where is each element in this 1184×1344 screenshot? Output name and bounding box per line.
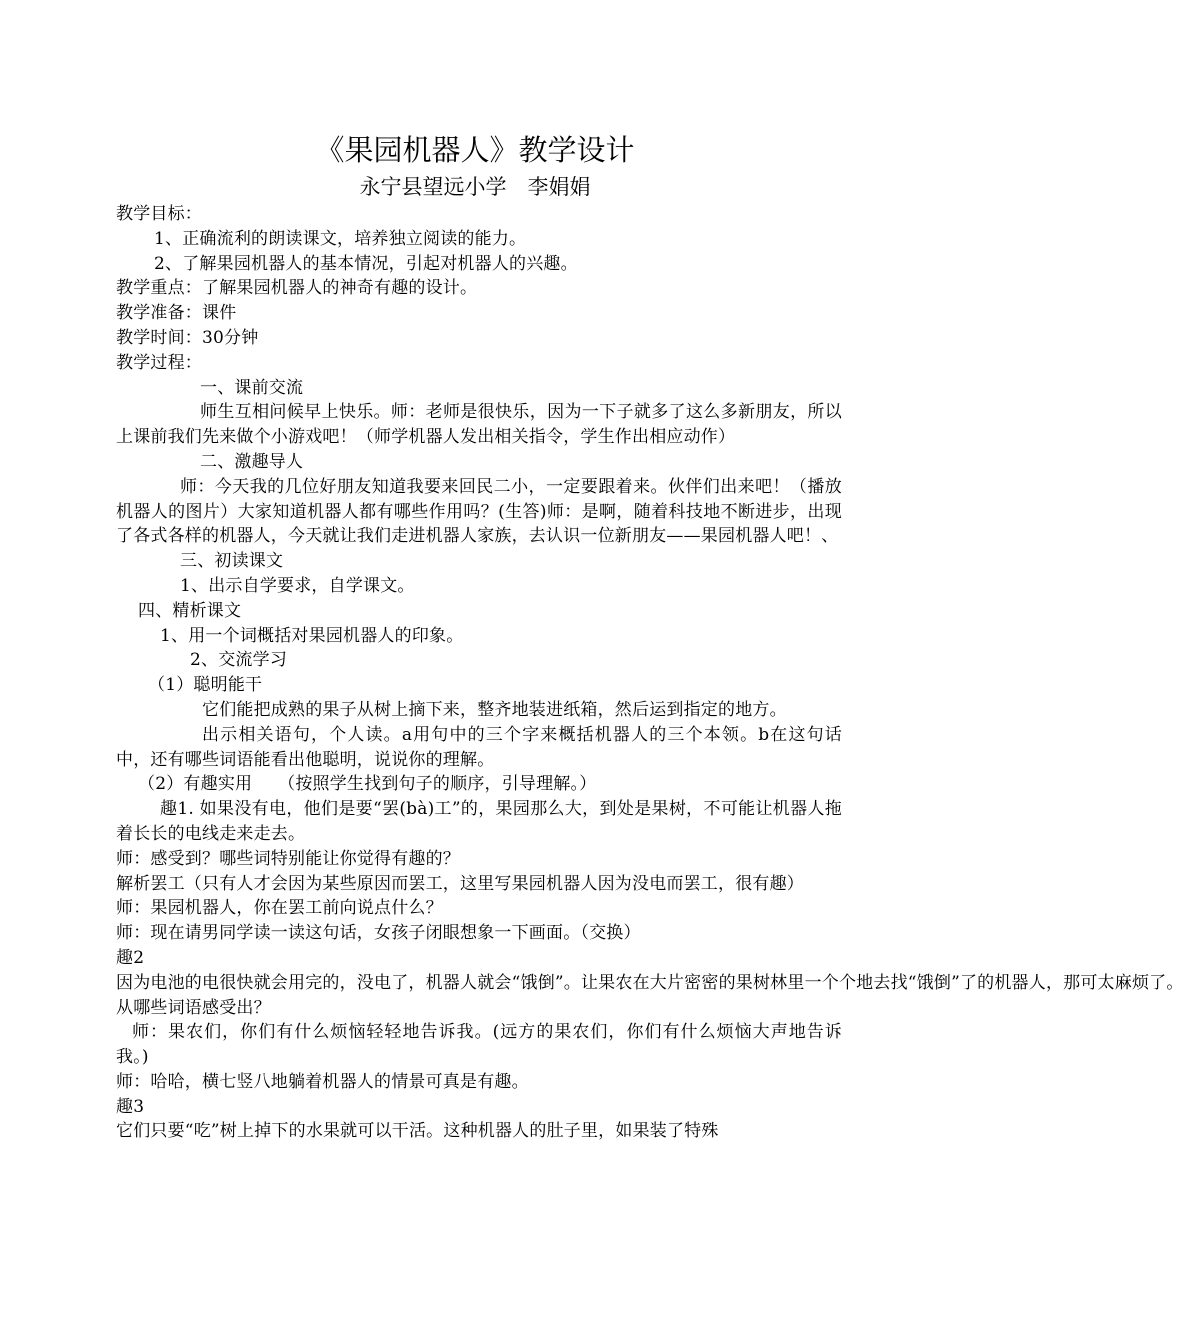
- paragraph: 2、了解果园机器人的基本情况，引起对机器人的兴趣。: [154, 253, 578, 274]
- paragraph: 教学重点：了解果园机器人的神奇有趣的设计。: [116, 278, 478, 299]
- paragraph: （1）聪明能干: [148, 675, 263, 696]
- paragraph: 二、激趣导人: [200, 451, 304, 472]
- paragraph: 1、正确流利的朗读课文，培养独立阅读的能力。: [154, 228, 527, 249]
- paragraph: 教学时间：30分钟: [116, 327, 259, 348]
- paragraph: 出示相关语句，个人读。a用句中的三个字来概括机器人的三个本领。b在这句话中，还有哪些词语能看出他聪明，说说你的理解。: [116, 724, 842, 770]
- document-title: 《果园机器人》教学设计: [315, 133, 635, 167]
- paragraph: 教学目标：: [116, 204, 202, 224]
- paragraph: 师：果农们，你们有什么烦恼轻轻地告诉我。(远方的果农们，你们有什么烦恼大声地告诉我。): [116, 1022, 842, 1068]
- paragraph: 一、课前交流: [200, 377, 304, 398]
- paragraph: 师：果园机器人，你在罢工前向说点什么？: [116, 898, 443, 919]
- paragraph: 2、交流学习: [190, 650, 288, 671]
- paragraph: 教学准备：课件: [116, 303, 237, 324]
- paragraph: 师：现在请男同学读一读这句话，女孩子闭眼想象一下画面。（交换）: [116, 923, 641, 944]
- paragraph: 因为电池的电很快就会用完的，没电了，机器人就会“饿倒”。让果农在大片密密的果树林里一个个地去找“饿倒”了的机器人，那可太麻烦了。: [116, 972, 1184, 993]
- paragraph: 师：今天我的几位好朋友知道我要来回民二小，一定要跟着来。伙伴们出来吧！（播放机器人的图片）大家知道机器人都有哪些作用吗？(生答)师：是啊，随着科技地不断进步，出现了各式各样的机器人，今天就让我们走进机器人家族，去认识一位新朋友——果园机器人吧！、: [116, 476, 842, 547]
- paragraph: 四、精析课文: [138, 600, 242, 621]
- document-subtitle: 永宁县望远小学 李娟娟: [359, 175, 591, 199]
- paragraph: 教学过程：: [116, 352, 202, 373]
- paragraph: 它们能把成熟的果子从树上摘下来，整齐地装进纸箱，然后运到指定的地方。: [202, 699, 787, 720]
- paragraph: 1、出示自学要求，自学课文。: [180, 575, 415, 596]
- paragraph: 解析罢工（只有人才会因为某些原因而罢工，这里写果园机器人因为没电而罢工，很有趣）: [116, 873, 804, 894]
- paragraph: 它们只要“吃”树上掉下的水果就可以干活。这种机器人的肚子里，如果装了特殊: [116, 1121, 719, 1142]
- paragraph: 趣2: [116, 947, 145, 968]
- paragraph: 趣1. 如果没有电，他们是要“罢(bà)工”的，果园那么大，到处是果树，不可能让机器人拖着长长的电线走来走去。: [116, 799, 842, 844]
- paragraph: 趣3: [116, 1096, 145, 1117]
- paragraph: 三、初读课文: [180, 551, 284, 572]
- paragraph: 师：感受到？哪些词特别能让你觉得有趣的？: [116, 848, 460, 869]
- document-body: [116, 202, 1184, 1144]
- paragraph: 师：哈哈，横七竖八地躺着机器人的情景可真是有趣。: [116, 1071, 529, 1092]
- paragraph: 师生互相问候早上快乐。师：老师是很快乐，因为一下子就多了这么多新朋友，所以上课前我们先来做个小游戏吧！（师学机器人发出相关指令，学生作出相应动作）: [116, 402, 842, 448]
- paragraph: （2）有趣实用 （按照学生找到句子的顺序，引导理解。）: [138, 774, 597, 795]
- paragraph: 从哪些词语感受出？: [116, 997, 271, 1018]
- paragraph: 1、用一个词概括对果园机器人的印象。: [160, 625, 464, 646]
